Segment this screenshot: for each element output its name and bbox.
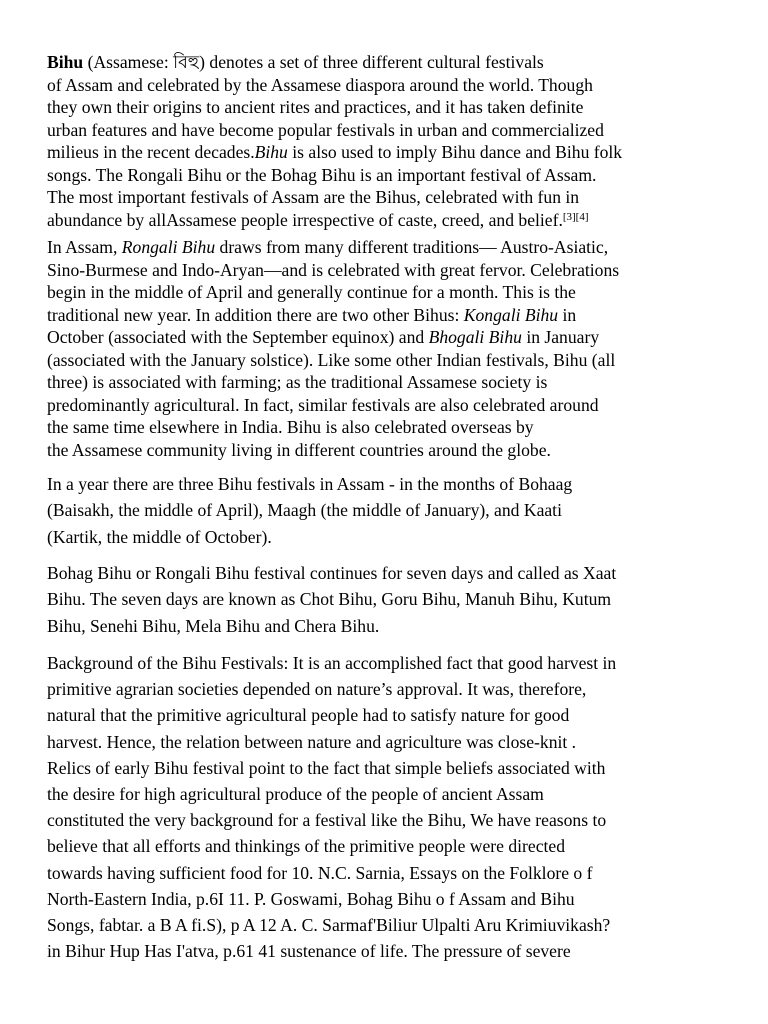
text-run: the desire for high agricultural produce of the people of ancient Assam xyxy=(47,784,544,805)
text-run: (associated with the January solstice). Like some other Indian festivals, Bihu (all xyxy=(47,349,616,370)
paragraph-seven-days xyxy=(47,560,737,639)
text-run: draws from many different traditions— Austro-Asiatic, xyxy=(215,237,609,257)
text-line xyxy=(47,702,737,728)
text-line xyxy=(47,141,737,164)
text-run: abundance by allAssamese people irrespective of caste, creed, and belief. xyxy=(47,209,563,230)
text-run: the Assamese community living in different countries around the globe. xyxy=(47,439,551,460)
text-line xyxy=(47,586,737,612)
text-line xyxy=(47,119,737,142)
text-line xyxy=(47,371,737,394)
text-run: in xyxy=(558,304,577,325)
text-line xyxy=(47,497,737,523)
text-line xyxy=(47,281,737,304)
paragraph-intro xyxy=(47,51,737,231)
text-run: milieus in the recent decades. xyxy=(47,142,255,162)
text-line xyxy=(47,186,737,209)
paragraph-three-festivals xyxy=(47,471,737,550)
text-line xyxy=(47,807,737,833)
text-run: North-Eastern India, p.6I 11. P. Goswami, Bohag Bihu o f Assam and Bihu xyxy=(47,888,575,909)
text-run: Bhogali Bihu xyxy=(428,327,522,347)
text-run: begin in the middle of April and generally continue for a month. This is the xyxy=(47,282,576,302)
text-line xyxy=(47,259,737,282)
text-run: (Assamese: বিহু) denotes a set of three different cultural festivals xyxy=(83,52,544,72)
text-run: towards having sufficient food for 10. N.C. Sarnia, Essays on the Folklore o f xyxy=(47,862,593,883)
text-line xyxy=(47,209,737,232)
text-line xyxy=(47,51,737,74)
text-run: Background of the Bihu Festivals: It is an accomplished fact that good harvest in xyxy=(47,653,617,673)
text-line xyxy=(47,886,737,912)
text-line xyxy=(47,860,737,886)
text-line xyxy=(47,676,737,702)
text-run: the same time elsewhere in India. Bihu is also celebrated overseas by xyxy=(47,417,534,437)
text-run: Relics of early Bihu festival point to the fact that simple beliefs associated with xyxy=(47,757,606,778)
text-line xyxy=(47,394,737,417)
text-run: October (associated with the September equinox) and xyxy=(47,327,429,347)
text-run: in Bihur Hup Has I'atva, p.61 41 sustenance of life. The pressure of severe xyxy=(47,941,571,962)
text-run: Bihu xyxy=(47,52,84,72)
text-run: Kongali Bihu xyxy=(463,304,559,325)
text-run: Bihu, Senehi Bihu, Mela Bihu and Chera Bihu. xyxy=(47,615,380,636)
text-line xyxy=(47,560,737,586)
text-line xyxy=(47,416,737,439)
text-line xyxy=(47,650,737,676)
text-run: primitive agrarian societies depended on nature’s approval. It was, therefore, xyxy=(47,679,587,700)
text-line xyxy=(47,833,737,859)
text-run: they own their origins to ancient rites and practices, and it has taken definite xyxy=(47,97,584,117)
text-line xyxy=(47,613,737,639)
text-line xyxy=(47,755,737,781)
text-line xyxy=(47,164,737,187)
text-run: In a year there are three Bihu festivals in Assam - in the months of Bohaag xyxy=(47,474,573,494)
text-run: (Kartik, the middle of October). xyxy=(47,526,272,547)
text-run: (Baisakh, the middle of April), Maagh (the middle of January), and Kaati xyxy=(47,500,562,521)
text-run: Rongali Bihu xyxy=(121,237,216,257)
text-run: natural that the primitive agricultural people had to satisfy nature for good xyxy=(47,705,570,726)
text-run: is also used to imply Bihu dance and Bihu folk xyxy=(287,142,623,162)
text-run: of Assam and celebrated by the Assamese diaspora around the world. Though xyxy=(47,74,593,95)
text-run: three) is associated with farming; as the traditional Assamese society is xyxy=(47,372,548,392)
text-line xyxy=(47,729,737,755)
text-line xyxy=(47,912,737,938)
text-run: Sino-Burmese and Indo-Aryan—and is celebrated with great fervor. Celebrations xyxy=(47,259,620,280)
text-line xyxy=(47,524,737,550)
text-line xyxy=(47,304,737,327)
text-run: The most important festivals of Assam are the Bihus, celebrated with fun in xyxy=(47,187,580,207)
text-run: Bohag Bihu or Rongali Bihu festival continues for seven days and called as Xaat xyxy=(47,563,617,583)
text-run: urban features and have become popular festivals in urban and commercialized xyxy=(47,119,604,140)
text-line xyxy=(47,439,737,462)
text-run: harvest. Hence, the relation between nature and agriculture was close-knit . xyxy=(47,731,577,752)
text-run: constituted the very background for a festival like the Bihu, We have reasons to xyxy=(47,810,607,831)
text-run: In Assam, xyxy=(47,237,122,257)
paragraph-background xyxy=(47,650,737,964)
text-run: Bihu. The seven days are known as Chot Bihu, Goru Bihu, Manuh Bihu, Kutum xyxy=(47,589,612,610)
text-run: predominantly agricultural. In fact, similar festivals are also celebrated around xyxy=(47,394,599,415)
citation-ref: [3][4] xyxy=(562,210,589,223)
paragraph-rongali xyxy=(47,236,737,461)
text-line xyxy=(47,96,737,119)
text-run: believe that all efforts and thinkings of the primitive people were directed xyxy=(47,836,566,857)
text-run: Bihu xyxy=(254,142,288,162)
text-run: songs. The Rongali Bihu or the Bohag Bihu is an important festival of Assam. xyxy=(47,164,597,185)
text-run: in January xyxy=(521,327,600,347)
text-line xyxy=(47,326,737,349)
text-run: traditional new year. In addition there are two other Bihus: xyxy=(47,304,464,325)
text-line xyxy=(47,236,737,259)
text-run: Songs, fabtar. a B A fi.S), p A 12 A. C. Sarmaf'Biliur Ulpalti Aru Krimiuvikash? xyxy=(47,915,611,936)
text-line xyxy=(47,349,737,372)
text-line xyxy=(47,781,737,807)
text-line xyxy=(47,938,737,964)
text-line xyxy=(47,74,737,97)
text-line xyxy=(47,471,737,497)
